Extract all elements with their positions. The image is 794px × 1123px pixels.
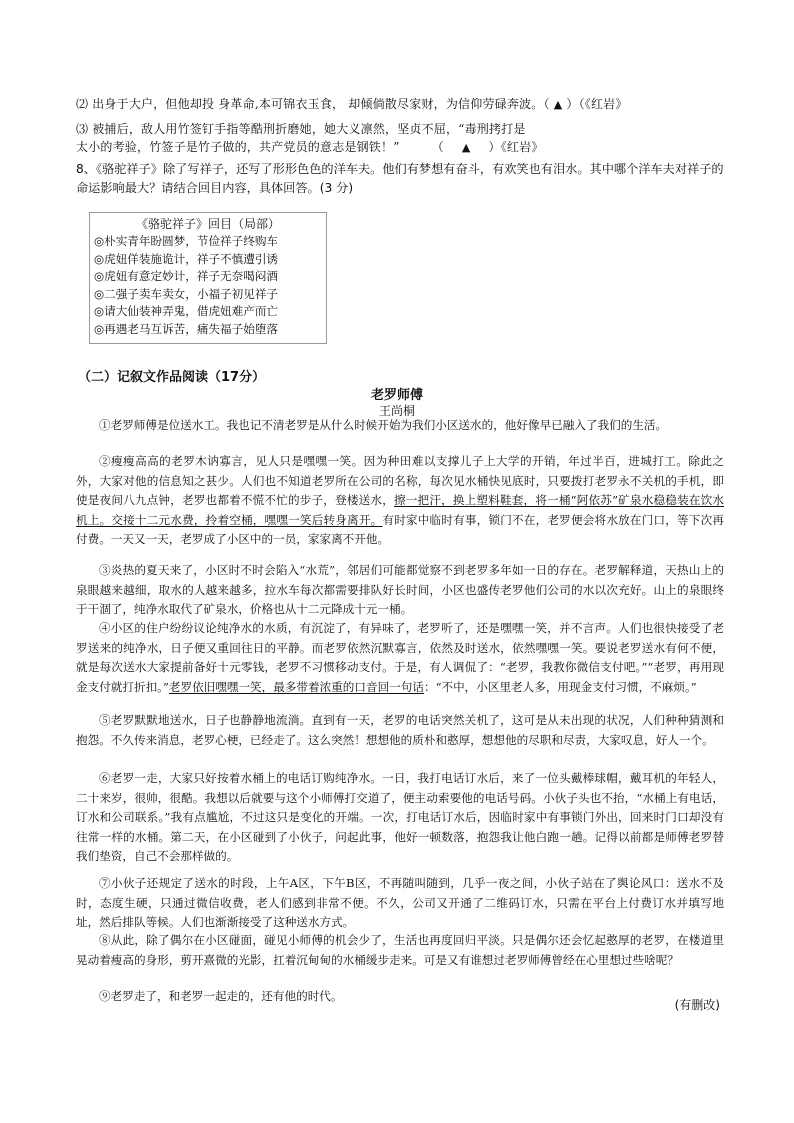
chapter-item: ◎请大仙装神弄鬼，借虎妞难产而亡 — [94, 304, 279, 319]
paragraph-3: ③炎热的夏天来了，小区时不时会陷入“水荒”，邻居们可能都觉察不到老罗多年如一日的存在。老罗解释道，天热山上的泉眼越来越细，取水的人越来越多，拉水车每次都需要排队好长时间，小区也盛传老罗他们公司的水以次充好。山上的泉眼终于干涸了，纯净水取代了矿泉水，价格也从十二元降成十元一桶。 — [76, 563, 724, 617]
question-7-3-source: ）《红岩》 — [488, 140, 544, 154]
paragraph-2-part-a: ②瘦瘦高高的老罗木讷寡言，见人只是嘿嘿一笑。因为种田难以支撑儿子上大学的开销，年过半百，进城打工。除此之外，大家对他的信息知之甚少。人们也不知道老罗所在公司的名称，每次见水桶快见底时，只要拨打老罗永不关机的手机，即使是夜间八九点钟，老罗也都着不慌不忙的步子，登楼送水， — [76, 454, 724, 508]
question-7-3-line-1: ⑶ 被捕后，敌人用竹签钉手指等酷刑折磨她，她大义凛然，坚贞不屈，“毒刑拷打是 — [76, 122, 526, 136]
chapter-item: ◎二强子卖车卖女，小福子初见祥子 — [94, 286, 279, 301]
paragraph-9: ⑨老罗走了，和老罗一起走的，还有他的时代。 — [99, 989, 343, 1003]
article-author: 王尚桐 — [378, 404, 415, 418]
question-7-2 — [76, 95, 628, 114]
paragraph-8: ⑧从此，除了偶尔在小区碰面，碰见小师傅的机会少了，生活也再度回归平淡。只是偶尔还会忆起憨厚的老罗，在楼道里晃动着瘦高的身形，剪开熹微的光影，扛着沉甸甸的水桶缓步走来。可是又有谁想过老罗师傅曾经在心里想过些啥呢？ — [76, 933, 724, 967]
paragraph-2-part-b: 有时家中临时有事，锁门不在，老罗便会将水放在门口，等下次再付费。一天又一天，老罗成了小区中的一员，家家离不开他。 — [76, 512, 724, 547]
paragraph-2 — [76, 452, 724, 550]
paragraph-4-part-b: ：“不中，小区里老人多，用现金支付习惯，不麻烦。” — [423, 679, 697, 694]
chapter-item: ◎再遇老马互诉苦，痛失福子始堕落 — [94, 321, 279, 336]
answer-blank-triangle: ▲ — [553, 98, 563, 111]
section-title: （二）记叙文作品阅读（17分） — [78, 370, 266, 385]
chapter-item: ◎虎妞佯装施诡计，祥子不慎遭引诱 — [94, 251, 279, 266]
paragraph-6: ⑥老罗一走，大家只好按着水桶上的电话订购纯净水。一日，我打电话订水后，来了一位头戴棒球帽，戴耳机的年轻人，二十来岁，很帅，很酷。我想以后就要与这个小师傅打交道了，便主动索要他的电话号码。小伙子头也不抬，“水桶上有电话，订水和公司联系。”我有点尴尬，不过这只是变化的开端。一次，打电话订水后，因临时家中有事锁门外出，回来时门口却没有往常一样的水桶。第二天，在小区碰到了小伙子，问起此事，他好一顿数落，抱怨我让他白跑一趟。记得以前都是师傅老罗替我们垫资，自己不会那样做的。 — [76, 771, 724, 864]
question-7-3-line-2 — [76, 138, 544, 157]
paragraph-4-part-a: ④小区的住户纷纷议论纯净水的水质，有沉淀了，有异味了，老罗听了，还是嘿嘿一笑，并不言声。人们也很快接受了老罗送来的纯净水，日子便又重回往日的平静。而老罗依然沉默寡言，依然及时送水，依然嘿嘿一笑。要说老罗送水有何不便，就是每次送水大家提前备好十元零钱，老罗不习惯移动支付。于是，有人调侃了：“老罗，我教你微信支付吧。”“老罗，再用现金支付就打折扣。” — [76, 621, 724, 694]
article-title: 老罗师傅 — [370, 388, 423, 403]
question-8: 8、《骆驼祥子》除了写祥子，还写了形形色色的洋车夫。他们有梦想有奋斗，有欢笑也有泪水。其中哪个洋车夫对祥子的命运影响最大？请结合回目内容，具体回答。(3 分) — [76, 162, 724, 195]
chapter-item: ◎朴实青年盼圆梦，节俭祥子终购车 — [94, 234, 279, 248]
question-7-3-paren: （ — [431, 140, 444, 154]
edit-note: (有删改) — [674, 998, 720, 1012]
paragraph-5: ⑤老罗默默地送水，日子也静静地流淌。直到有一天，老罗的电话突然关机了，这可是从未出现的状况，人们种种猜测和抱怨。不久传来消息，老罗心梗，已经走了。这么突然！想想他的质朴和憨厚，想想他的尽职和尽责，大家叹息，好人一个。 — [76, 713, 724, 747]
chapter-titles-box — [89, 212, 327, 344]
paragraph-7: ⑦小伙子还规定了送水的时段，上午A区，下午B区，不再随叫随到，几乎一夜之间，小伙子站在了舆论风口：送水不及时，态度生硬，只通过微信收费，老人们感到非常不便。不久，公司又开通了二维码订水，只需在平台上付费订水并填写地址，然后排队等候。人们也渐渐接受了这种送水方式。 — [76, 876, 724, 930]
paragraph-2-underlined: 擦一把汗，换上塑料鞋套，将一桶“阿依苏”矿泉水稳稳装在饮水机上。交接十二元水费，拎着空桶，嘿嘿一笑后转身离开。 — [76, 493, 724, 527]
question-7-3-text: 太小的考验，竹签子是竹子做的，共产党员的意志是钢铁！” — [76, 140, 400, 154]
paragraph-4-underlined: 老罗依旧嘿嘿一笑，最多带着浓重的口音回一句话 — [168, 679, 424, 694]
chapter-box-title: 《骆驼祥子》回目（局部） — [135, 217, 280, 231]
question-7-2-source: ）（《红岩》 — [566, 97, 628, 111]
paragraph-1: ①老罗师傅是位送水工。我也记不清老罗是从什么时候开始为我们小区送水的，他好像早已融入了我们的生活。 — [99, 418, 668, 432]
chapter-item: ◎虎妞有意定妙计，祥子无奈喝闷酒 — [94, 269, 279, 284]
question-7-2-text: ⑵ 出身于大户，但他却投 身革命,本可锦衣玉食， 却倾倘散尽家财，为信仰劳碌奔波。（ — [76, 97, 550, 111]
paragraph-4 — [76, 619, 724, 697]
answer-blank-triangle: ▲ — [461, 141, 471, 154]
